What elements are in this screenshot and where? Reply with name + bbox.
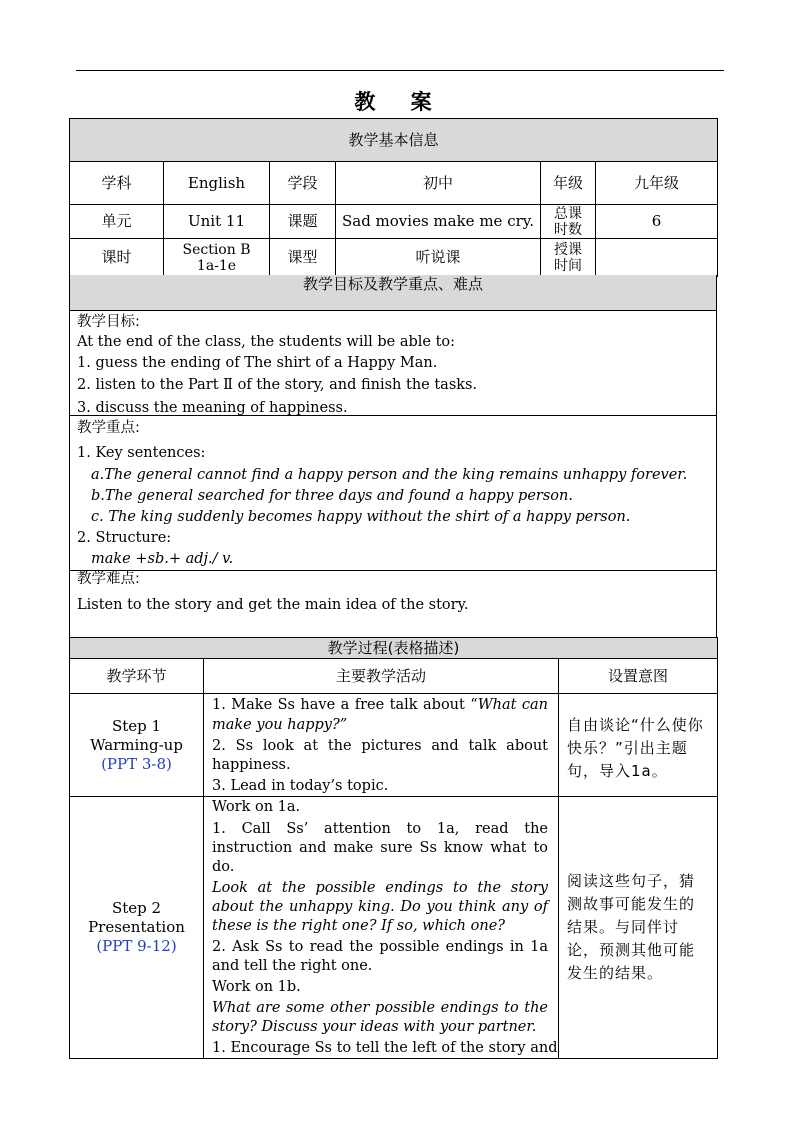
topic-value: Sad movies make me cry. [336, 205, 541, 239]
step1-activities [204, 694, 559, 797]
objectives-section [69, 310, 717, 416]
process-table [69, 637, 718, 1059]
objectives-line: 1. guess the ending of The shirt of a Happy Man. [77, 355, 438, 371]
lesson-type-value: 听说课 [336, 239, 541, 277]
step1-activity-3: 3. Lead in today’s topic. [212, 778, 389, 794]
step1-name: Step 1 [111, 716, 162, 735]
step1-activity-1: 1. Make Ss have a free talk about “ [212, 697, 478, 713]
step2-phase: Presentation [88, 918, 185, 936]
step2-activity-1: Work on 1a. [212, 799, 301, 815]
key-sentence-c: c. The king suddenly becomes happy without the shirt of a happy person. [91, 509, 631, 525]
step2-activity-4-question: What are some other possible endings to the story? Discuss your ideas with your partner. [212, 1000, 548, 1035]
step2-activities [204, 797, 559, 1059]
basic-info-header: 教学基本信息 [70, 119, 718, 162]
grade-value: 九年级 [596, 162, 718, 205]
objectives-line: 2. listen to the Part Ⅱ of the story, and finish the tasks. [77, 377, 478, 393]
col-header-intent: 设置意图 [559, 659, 718, 694]
key-sentence-b: b.The general searched for three days and found a happy person. [91, 488, 573, 504]
col-header-stage: 教学环节 [70, 659, 204, 694]
objectives-line: 3. discuss the meaning of happiness. [77, 400, 348, 416]
col-header-activities: 主要教学活动 [204, 659, 559, 694]
total-periods-label: 总课 时数 [541, 205, 596, 239]
topic-label: 课题 [270, 205, 336, 239]
key-points-section [69, 415, 717, 571]
unit-label: 单元 [70, 205, 164, 239]
key-points-label: 教学重点: [77, 420, 140, 436]
objectives-label: 教学目标: [77, 314, 140, 330]
step2-cell [70, 797, 204, 1059]
step1-activity-2: 2. Ss look at the pictures and talk about happiness. [212, 738, 548, 773]
grade-label: 年级 [541, 162, 596, 205]
step1-intent: 自由谈论“什么使你快乐？”引出主题句，导入1a。 [559, 694, 718, 797]
goals-header: 教学目标及教学重点、难点 [69, 275, 717, 311]
step1-cell [70, 694, 204, 797]
step2-activity-2: 1. Call Ss’ attention to 1a, read the instruction and make sure Ss know what to do. [212, 821, 548, 875]
total-periods-value: 6 [596, 205, 718, 239]
process-header: 教学过程(表格描述) [70, 638, 718, 659]
key-points-line: 2. Structure: [77, 530, 172, 546]
stage-label: 学段 [270, 162, 336, 205]
subject-label: 学科 [70, 162, 164, 205]
difficulty-label: 教学难点: [77, 571, 140, 587]
objectives-line: At the end of the class, the students will be able to: [77, 334, 456, 350]
step1-activity-1-question: What can make you happy?” [212, 697, 548, 733]
period-label: 课时 [70, 239, 164, 277]
subject-value: English [164, 162, 270, 205]
basic-info-table [69, 118, 718, 277]
structure-formula: make +sb.+ adj./ v. [91, 551, 234, 567]
step2-activity-5: 1. Encourage Ss to tell the left of the story and [212, 1040, 558, 1056]
step2-name: Step 2 [111, 899, 162, 917]
document-title: 教 案 [354, 90, 446, 114]
step2-intent: 阅读这些句子，猜测故事可能发生的结果。与同伴讨论，预测其他可能发生的结果。 [559, 797, 718, 1059]
header-rule [76, 70, 724, 71]
step1-ppt: (PPT 3-8) [101, 754, 172, 773]
key-points-line: 1. Key sentences: [77, 445, 206, 461]
step2-activity-3: 2. Ask Ss to read the possible endings in 1a and tell the right one. [212, 939, 548, 974]
step2-activity-4: Work on 1b. [212, 979, 301, 995]
teaching-time-value [596, 239, 718, 277]
difficulty-section [69, 570, 717, 638]
key-sentence-a: a.The general cannot find a happy person and the king remains unhappy forever. [91, 467, 688, 483]
step1-phase: Warming-up [90, 735, 183, 754]
step2-ppt: (PPT 9-12) [96, 937, 177, 955]
step2-activity-2-question: Look at the possible endings to the story about the unhappy king. Do you think any of these is the right one? If so, which one? [212, 880, 548, 934]
period-value: Section B 1a-1e [164, 239, 270, 277]
unit-value: Unit 11 [164, 205, 270, 239]
lesson-type-label: 课型 [270, 239, 336, 277]
difficulty-text: Listen to the story and get the main idea of the story. [77, 597, 469, 613]
stage-value: 初中 [336, 162, 541, 205]
teaching-time-label: 授课 时间 [541, 239, 596, 277]
